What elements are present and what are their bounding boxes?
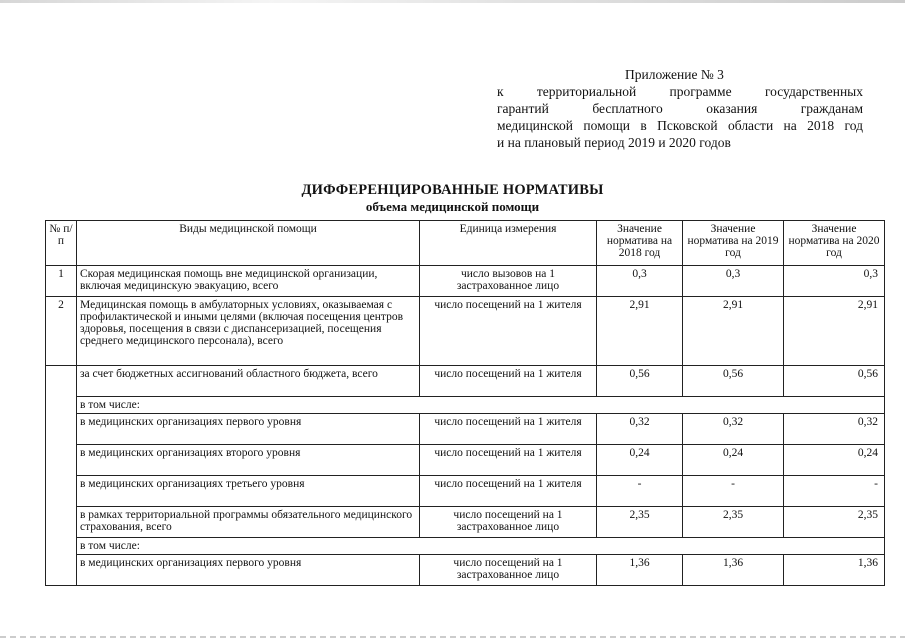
row-number: 1 bbox=[46, 266, 77, 297]
row-unit: число посещений на 1 жителя bbox=[420, 414, 597, 445]
row-value-2020: 0,56 bbox=[784, 366, 885, 397]
row-value-2018: 0,24 bbox=[597, 445, 683, 476]
row-number bbox=[46, 397, 77, 414]
row-value-2018: - bbox=[597, 476, 683, 507]
row-kind: Медицинская помощь в амбулаторных условиях, оказываемая с профилактической и иными целями (включая посещения центров здоровья, посещения в связи с диспансеризацией, посещения среднего медицинского персонала), всего bbox=[77, 297, 420, 366]
document-subtitle: объема медицинской помощи bbox=[365, 199, 540, 214]
row-value-2019: 1,36 bbox=[683, 555, 784, 586]
row-value-2020: 0,24 bbox=[784, 445, 885, 476]
annex-header bbox=[497, 66, 863, 151]
row-kind: в медицинских организациях первого уровня bbox=[77, 414, 420, 445]
row-value-2019: 0,3 bbox=[683, 266, 784, 297]
scan-edge-top bbox=[0, 0, 905, 3]
header-kind: Виды медицинской помощи bbox=[77, 221, 420, 266]
row-value-2020: 1,36 bbox=[784, 555, 885, 586]
row-kind: в медицинских организациях второго уровня bbox=[77, 445, 420, 476]
table-row bbox=[46, 445, 885, 476]
row-value-2019: 0,24 bbox=[683, 445, 784, 476]
row-number bbox=[46, 445, 77, 476]
annex-line: и на плановый период 2019 и 2020 годов bbox=[497, 135, 731, 150]
table-row bbox=[46, 476, 885, 507]
row-unit: число посещений на 1 застрахованное лицо bbox=[420, 507, 597, 538]
row-value-2019: 0,32 bbox=[683, 414, 784, 445]
norms-table bbox=[45, 220, 885, 586]
row-value-2018: 2,35 bbox=[597, 507, 683, 538]
row-value-2018: 0,3 bbox=[597, 266, 683, 297]
row-kind-group: в том числе: bbox=[77, 397, 885, 414]
row-value-2020: - bbox=[784, 476, 885, 507]
row-number bbox=[46, 414, 77, 445]
table-row bbox=[46, 266, 885, 297]
header-2018: Значение норматива на 2018 год bbox=[597, 221, 683, 266]
table-row bbox=[46, 507, 885, 538]
row-unit: число посещений на 1 жителя bbox=[420, 445, 597, 476]
row-number bbox=[46, 538, 77, 555]
row-number bbox=[46, 507, 77, 538]
row-value-2020: 0,3 bbox=[784, 266, 885, 297]
header-num: № п/п bbox=[46, 221, 77, 266]
table-row bbox=[46, 366, 885, 397]
row-value-2020: 2,91 bbox=[784, 297, 885, 366]
annex-line: к территориальной программе государственных bbox=[497, 84, 863, 99]
row-value-2018: 1,36 bbox=[597, 555, 683, 586]
row-unit: число посещений на 1 застрахованное лицо bbox=[420, 555, 597, 586]
row-number bbox=[46, 555, 77, 586]
table-body bbox=[46, 266, 885, 586]
row-kind: в медицинских организациях первого уровня bbox=[77, 555, 420, 586]
header-unit: Единица измерения bbox=[420, 221, 597, 266]
row-unit: число посещений на 1 жителя bbox=[420, 366, 597, 397]
row-value-2020: 2,35 bbox=[784, 507, 885, 538]
table-row bbox=[46, 414, 885, 445]
row-value-2018: 2,91 bbox=[597, 297, 683, 366]
table-row bbox=[46, 538, 885, 555]
header-2020: Значение норматива на 2020 год bbox=[784, 221, 885, 266]
scan-edge-bottom bbox=[0, 636, 905, 638]
row-kind: за счет бюджетных ассигнований областного бюджета, всего bbox=[77, 366, 420, 397]
row-number bbox=[46, 366, 77, 397]
table-header-row bbox=[46, 221, 885, 266]
row-number bbox=[46, 476, 77, 507]
row-value-2019: 0,56 bbox=[683, 366, 784, 397]
header-2019: Значение норматива на 2019 год bbox=[683, 221, 784, 266]
document-title: ДИФФЕРЕНЦИРОВАННЫЕ НОРМАТИВЫ bbox=[301, 182, 604, 198]
row-unit: число посещений на 1 жителя bbox=[420, 476, 597, 507]
row-kind: в рамках территориальной программы обязательного медицинского страхования, всего bbox=[77, 507, 420, 538]
table-row bbox=[46, 555, 885, 586]
table-row bbox=[46, 397, 885, 414]
row-number: 2 bbox=[46, 297, 77, 366]
row-value-2018: 0,56 bbox=[597, 366, 683, 397]
annex-line: гарантий бесплатного оказания гражданам bbox=[497, 101, 863, 116]
row-unit: число посещений на 1 жителя bbox=[420, 297, 597, 366]
row-value-2019: 2,91 bbox=[683, 297, 784, 366]
row-kind: в медицинских организациях третьего уровня bbox=[77, 476, 420, 507]
row-value-2018: 0,32 bbox=[597, 414, 683, 445]
row-value-2019: 2,35 bbox=[683, 507, 784, 538]
row-kind-group: в том числе: bbox=[77, 538, 885, 555]
row-value-2020: 0,32 bbox=[784, 414, 885, 445]
table-row bbox=[46, 297, 885, 366]
annex-title: Приложение № 3 bbox=[625, 67, 724, 82]
row-kind: Скорая медицинская помощь вне медицинской организации, включая медицинскую эвакуацию, всего bbox=[77, 266, 420, 297]
annex-line: медицинской помощи в Псковской области на 2018 год bbox=[497, 118, 863, 133]
row-unit: число вызовов на 1 застрахованное лицо bbox=[420, 266, 597, 297]
row-value-2019: - bbox=[683, 476, 784, 507]
